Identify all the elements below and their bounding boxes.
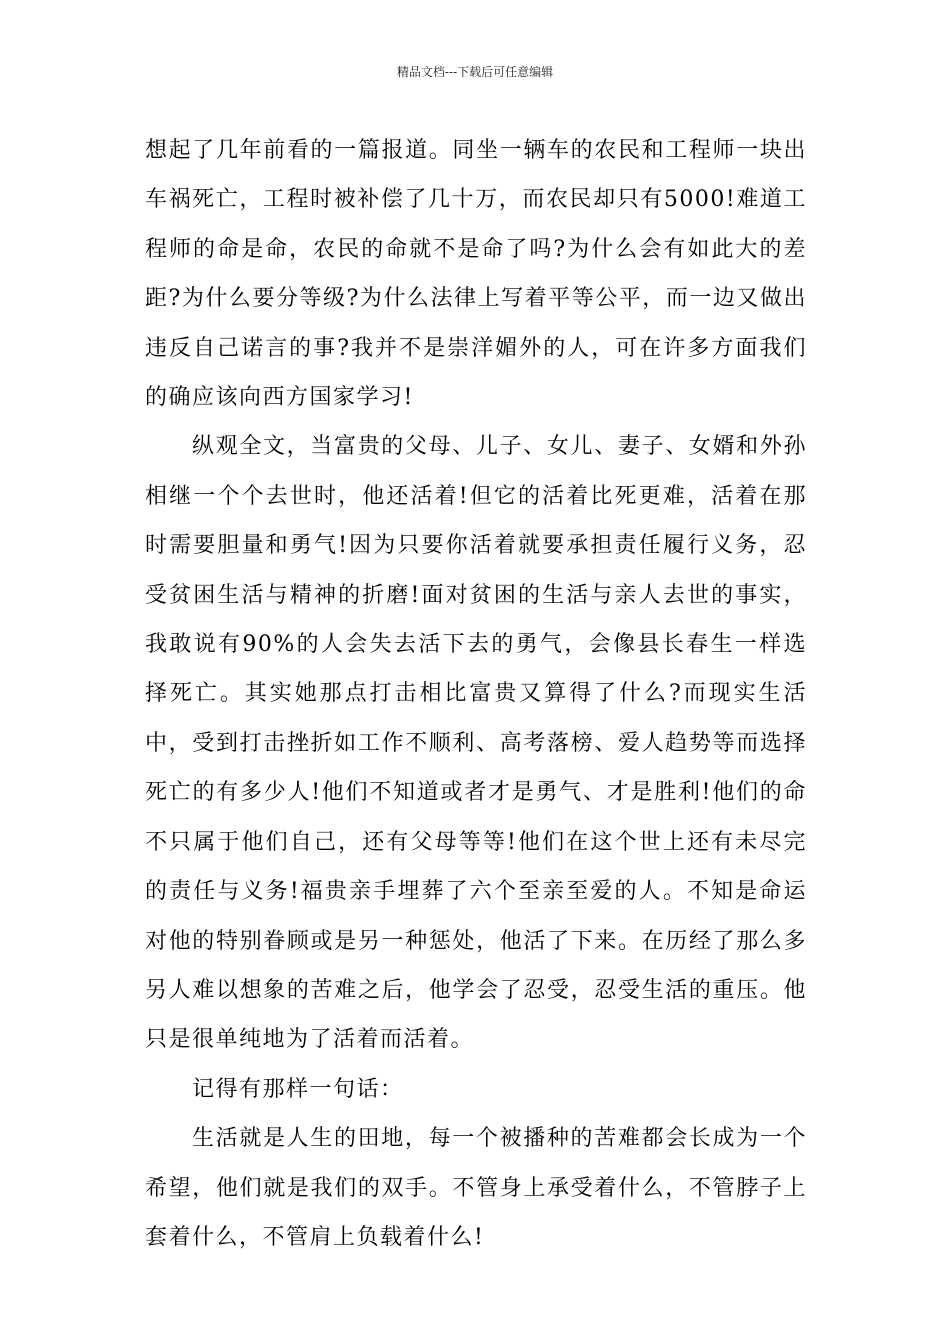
document-body bbox=[145, 126, 807, 1262]
paragraph-quote-intro: 记得有那样一句话： bbox=[192, 1076, 404, 1102]
paragraph-quote: 生活就是人生的田地，每一个被播种的苦难都会长成为一个希望，他们就是我们的双手。不管身上承受着什么，不管脖子上套着什么，不管肩上负载着什么! bbox=[145, 1126, 807, 1250]
page-header: 精品文档---下载后可任意编辑 bbox=[396, 65, 554, 79]
paragraph-overview: 纵观全文，当富贵的父母、儿子、女儿、妻子、女婿和外孙相继一个个去世时，他还活着!但它的活着比死更难，活着在那时需要胆量和勇气!因为只要你活着就要承担责任履行义务，忍受贫困生活与精神的折磨!面对贫困的生活与亲人去世的事实，我敢说有90%的人会失去活下去的勇气，会像县长春生一样选择死亡。其实她那点打击相比富贵又算得了什么?而现实生活中，受到打击挫折如工作不顺利、高考落榜、爱人趋势等而选择死亡的有多少人!他们不知道或者才是勇气、才是胜利!他们的命不只属于他们自己，还有父母等等!他们在这个世上还有未尽完的责任与义务!福贵亲手埋葬了六个至亲至爱的人。不知是命运对他的特别眷顾或是另一种惩处，他活了下来。在历经了那么多另人难以想象的苦难之后，他学会了忍受，忍受生活的重压。他只是很单纯地为了活着而活着。 bbox=[145, 434, 807, 1053]
paragraph-continuation: 想起了几年前看的一篇报道。同坐一辆车的农民和工程师一块出车祸死亡，工程时被补偿了几十万，而农民却只有5000!难道工程师的命是命，农民的命就不是命了吗?为什么会有如此大的差距?为什么要分等级?为什么法律上写着平等公平，而一边又做出违反自己诺言的事?我并不是崇洋媚外的人，可在许多方面我们的确应该向西方国家学习! bbox=[145, 138, 807, 411]
